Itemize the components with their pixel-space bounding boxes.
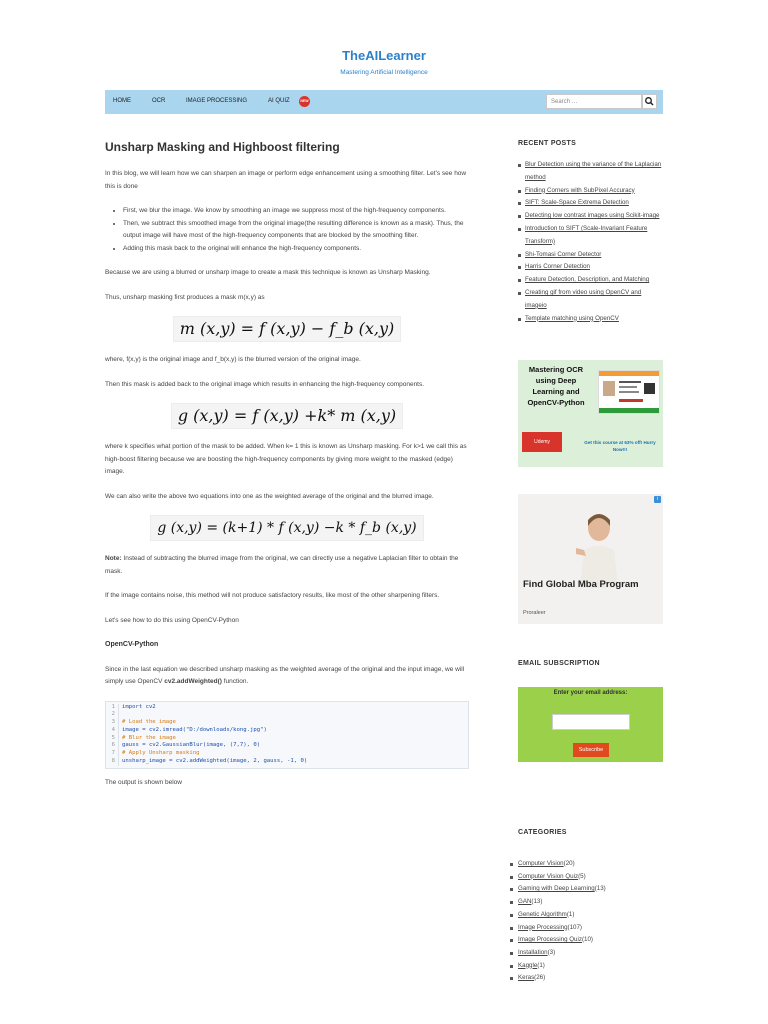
list-item — [518, 313, 663, 326]
recent-post-link[interactable]: Detecting low contrast images using Scikit-image — [525, 212, 660, 220]
category-count: (1) — [537, 961, 545, 969]
paragraph: If the image contains noise, this method will not produce satisfactory results, like most of the other sharpening filters. — [105, 592, 440, 599]
category-link[interactable]: Image Processing — [518, 923, 568, 931]
code-line — [106, 742, 468, 750]
list-item — [518, 274, 663, 287]
list-item — [510, 960, 606, 973]
new-badge: NEW — [299, 96, 310, 107]
line-number: 4 — [106, 727, 119, 735]
paragraph: Thus, unsharp masking first produces a mask m(x,y) as — [105, 293, 265, 301]
post-intro: In this blog, we will learn how we can sharpen an image or perform edge enhancement using a smoothing filter. Let's see how this is done — [105, 170, 467, 190]
paragraph: The output is shown below — [105, 778, 182, 786]
category-count: (1) — [566, 910, 575, 918]
category-link[interactable]: Kaggle — [518, 961, 538, 969]
nav-home[interactable]: HOME — [113, 98, 131, 104]
code-text: gauss = cv2.GaussianBlur(image, (7,7), 0) — [122, 742, 261, 749]
code-line — [106, 704, 468, 712]
ad-title: Find Global Mba Program — [523, 579, 639, 590]
recent-post-link[interactable]: Creating gif from video using OpenCV and imageio — [525, 288, 642, 309]
list-item — [518, 159, 663, 185]
list-item — [510, 883, 606, 896]
list-item — [518, 210, 663, 223]
recent-post-link[interactable]: SIFT: Scale-Space Extrema Detection — [525, 199, 629, 207]
list-item — [510, 947, 606, 960]
category-link[interactable]: Keras — [518, 974, 535, 982]
post-content — [105, 140, 469, 801]
note-label: Note: — [105, 555, 122, 562]
text-span: Since in the last equation we described unsharp masking as the weighted average of the original and the input image, we will simply use OpenCV — [105, 665, 465, 685]
person-image — [576, 508, 622, 588]
search-button[interactable] — [642, 94, 657, 109]
code-text: # Load the image — [122, 719, 176, 726]
category-count: (13) — [531, 898, 543, 906]
list-item: • First, we blur the image. We know by smoothing an image we suppress most of the high-frequency components. — [123, 205, 469, 218]
category-count: (26) — [534, 974, 546, 982]
list-item — [518, 249, 663, 262]
recent-post-link[interactable]: Template matching using OpenCV — [525, 314, 619, 322]
category-count: (20) — [563, 860, 575, 867]
line-number: 8 — [106, 758, 119, 766]
nav-ai-quiz[interactable]: AI QUIZ — [268, 98, 290, 104]
email-subscription-widget — [518, 687, 663, 762]
list-item — [518, 197, 663, 210]
category-count: (10) — [581, 936, 593, 944]
site-header — [0, 48, 768, 76]
category-count: (3) — [547, 948, 556, 956]
list-item — [510, 922, 606, 935]
list-item — [518, 185, 663, 198]
paragraph: where k specifies what portion of the mask to be added. When k= 1 this is known as Unsharp masking. For k>1 we call this as high-boost filtering because we are boosting the high-frequency components by giving more weight to the masked (edge) image. — [105, 443, 467, 475]
equation-output — [105, 403, 469, 429]
list-item: • Adding this mask back to the original will enhance the high-frequency components. — [123, 243, 469, 256]
id-card-graphic — [599, 371, 659, 413]
equation-text: g (x,y) = f (x,y) +k* m (x,y) — [171, 403, 403, 429]
recent-post-link[interactable]: Feature Detection, Description, and Matching — [525, 276, 650, 284]
categories-list — [510, 858, 606, 985]
code-text: unsharp_image = cv2.addWeighted(image, 2, gauss, -1, 0) — [122, 758, 308, 765]
ad-info-icon[interactable]: i — [654, 496, 661, 503]
line-number: 1 — [106, 704, 119, 712]
id-card-image — [598, 370, 660, 414]
code-reference: cv2.addWeighted() — [164, 678, 222, 685]
recent-posts-list — [518, 159, 663, 325]
recent-posts-title: RECENT POSTS — [518, 140, 577, 147]
code-line — [106, 758, 468, 766]
text-span: function. — [221, 678, 249, 685]
list-item: • Then, we subtract this smoothed image from the original image(the resulting difference is known as a mask). Thus, the output image will have most of the high-frequency components that are blocked by the smoothing filter. — [123, 218, 469, 243]
note-text: Instead of subtracting the blurred image from the original, we can directly use a negative Laplacian filter to obtain the mask. — [105, 555, 459, 575]
line-number: 3 — [106, 719, 119, 727]
post-title: Unsharp Masking and Highboost filtering — [105, 140, 340, 154]
recent-post-link[interactable]: Shi-Tomasi Corner Detector — [525, 250, 602, 258]
list-item — [518, 261, 663, 274]
list-item — [510, 871, 606, 884]
list-item — [510, 909, 606, 922]
ad-brand: Proraleer — [523, 610, 546, 616]
nav-image-processing[interactable]: IMAGE PROCESSING — [186, 98, 248, 104]
line-number: 6 — [106, 742, 119, 750]
category-count: (13) — [594, 885, 606, 893]
category-link[interactable]: GAN — [518, 898, 532, 906]
code-line — [106, 750, 468, 758]
nav-ocr[interactable]: OCR — [152, 98, 166, 104]
code-text: # Blur the image — [122, 734, 176, 741]
equation-mask — [105, 316, 469, 342]
code-text: image = cv2.imread("D:/downloads/kong.jpg") — [122, 726, 267, 733]
email-field[interactable] — [552, 714, 630, 730]
code-line — [106, 719, 468, 727]
equation-text: m (x,y) = f (x,y) − f_b (x,y) — [173, 316, 402, 342]
list-item — [510, 934, 606, 947]
category-count: (5) — [578, 872, 586, 880]
category-link[interactable]: Installation — [518, 948, 548, 956]
code-line — [106, 727, 468, 735]
recent-post-link[interactable]: Introduction to SIFT (Scale-Invariant Feature Transform) — [525, 224, 648, 245]
code-block[interactable] — [105, 701, 469, 769]
paragraph: Then this mask is added back to the original image which results in enhancing the high-frequency components. — [105, 380, 425, 388]
line-number: 7 — [106, 750, 119, 758]
paragraph: Because we are using a blurred or unsharp image to create a mask this technique is known as Unsharp Masking. — [105, 269, 431, 276]
category-link[interactable]: Computer Vision Quiz — [518, 872, 579, 880]
search-input[interactable]: Search … — [546, 94, 642, 109]
line-number: 2 — [106, 711, 119, 719]
category-link[interactable]: Genetic Algorithm — [518, 910, 567, 918]
recent-post-link[interactable]: Harris Corner Detection — [525, 263, 590, 271]
paragraph: We can also write the above two equations into one as the weighted average of the original and the blurred image. — [105, 492, 434, 500]
categories-title: CATEGORIES — [518, 829, 567, 836]
recent-post-link[interactable]: Finding Corners with SubPixel Accuracy — [525, 186, 635, 194]
site-tagline: Mastering Artificial Intelligence — [340, 69, 428, 76]
line-number: 5 — [106, 735, 119, 743]
list-item — [510, 972, 606, 985]
category-count: (107) — [567, 923, 582, 931]
section-heading: OpenCV-Python — [105, 641, 159, 648]
note-paragraph — [105, 553, 469, 578]
mba-ad-banner[interactable] — [518, 494, 663, 624]
ad-cta[interactable]: Get this course at 63% off! Hurry Now!!! — [584, 440, 656, 452]
category-link[interactable]: Computer Vision — [518, 860, 564, 867]
list-item — [518, 287, 663, 313]
equation-text: g (x,y) = (k+1) * f (x,y) −k * f_b (x,y) — [150, 515, 423, 541]
udemy-logo: Udemy — [522, 432, 562, 452]
search-icon — [643, 95, 656, 108]
category-link[interactable]: Image Processing Quiz — [518, 936, 582, 944]
code-line — [106, 711, 468, 719]
category-link[interactable]: Gaming with Deep Learning — [518, 885, 595, 893]
email-subscription-title: EMAIL SUBSCRIPTION — [518, 660, 600, 667]
paragraph — [105, 664, 469, 689]
list-item — [518, 223, 663, 249]
ad-title: Mastering OCR using Deep Learning and OpenCV-Python — [527, 365, 585, 407]
code-text: import cv2 — [122, 703, 156, 710]
list-item — [510, 858, 606, 871]
sidebar — [518, 140, 663, 325]
subscribe-button[interactable]: Subscribe — [573, 743, 609, 757]
recent-post-link[interactable]: Blur Detection using the variance of the Laplacian method — [525, 161, 662, 181]
main-navigation — [105, 90, 663, 114]
paragraph: Let's see how to do this using OpenCV-Python — [105, 616, 239, 624]
equation-weighted — [105, 515, 469, 541]
email-label: Enter your email address: — [553, 690, 628, 696]
paragraph: where, f(x,y) is the original image and f_b(x,y) is the blurred version of the original image. — [105, 356, 361, 363]
site-title[interactable]: TheAILearner — [342, 48, 426, 63]
steps-list — [105, 205, 469, 255]
code-line — [106, 735, 468, 743]
code-text: # Apply Unsharp masking — [122, 750, 200, 757]
course-ad-banner[interactable] — [518, 360, 663, 467]
list-item — [510, 896, 606, 909]
